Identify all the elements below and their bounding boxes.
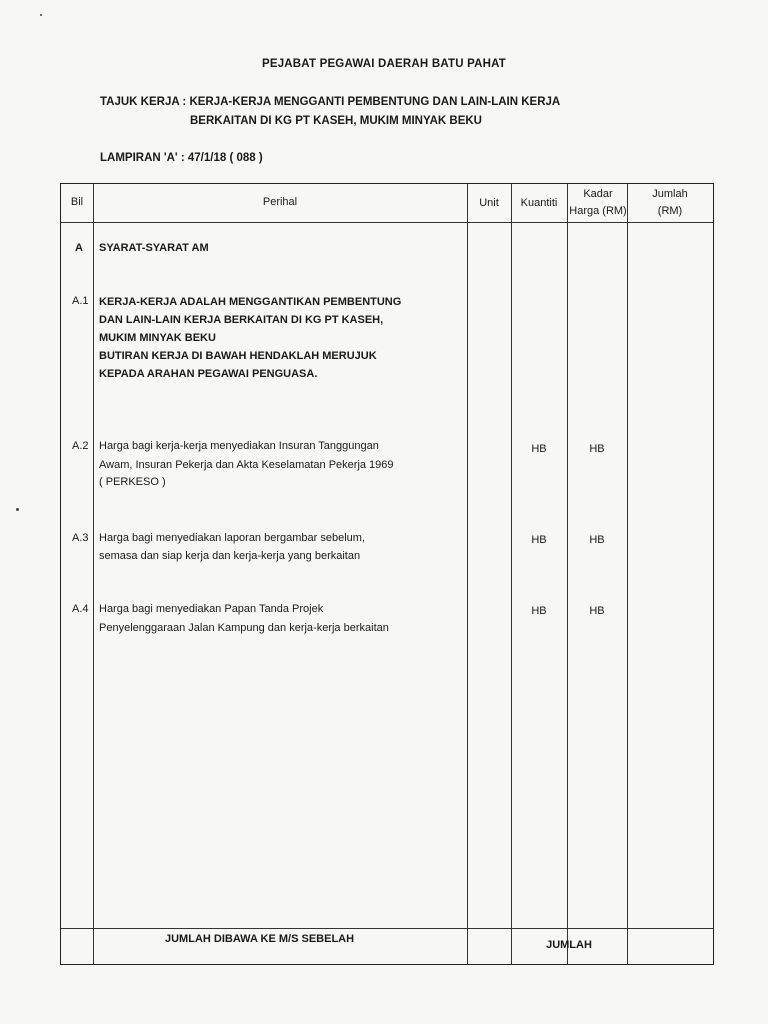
column-header-jumlah-rm: (RM): [657, 205, 683, 217]
section-bil: A: [75, 242, 83, 254]
column-divider: [93, 184, 94, 964]
row-description-line: BUTIRAN KERJA DI BAWAH HENDAKLAH MERUJUK: [99, 350, 377, 362]
row-kuantiti: HB: [531, 443, 547, 455]
column-header-kuantiti: Kuantiti: [520, 197, 558, 209]
work-title-line-1: TAJUK KERJA : KERJA-KERJA MENGGANTI PEMBENTUNG DAN LAIN-LAIN KERJA: [100, 96, 561, 108]
row-description-line: Harga bagi menyediakan Papan Tanda Projek: [99, 603, 324, 615]
row-description-line: Awam, Insuran Pekerja dan Akta Keselamatan Pekerja 1969: [99, 459, 394, 471]
column-header-jumlah: Jumlah: [652, 188, 688, 200]
row-description-line: semasa dan siap kerja dan kerja-kerja yang berkaitan: [99, 550, 361, 562]
row-kuantiti: HB: [531, 605, 547, 617]
row-kadar: HB: [589, 443, 605, 455]
row-bil: A.4: [72, 603, 89, 615]
column-divider: [511, 184, 512, 964]
row-description-line: ( PERKESO ): [99, 476, 166, 488]
column-header-unit: Unit: [479, 197, 499, 209]
row-bil: A.3: [72, 532, 89, 544]
bill-of-quantities-table: [60, 183, 714, 965]
header-divider: [61, 222, 713, 223]
row-description-line: KEPADA ARAHAN PEGAWAI PENGUASA.: [99, 368, 318, 380]
row-description-line: Harga bagi kerja-kerja menyediakan Insuran Tanggungan: [99, 440, 379, 452]
attachment-reference: LAMPIRAN 'A' : 47/1/18 ( 088 ): [100, 152, 263, 164]
row-description-line: DAN LAIN-LAIN KERJA BERKAITAN DI KG PT KASEH,: [99, 314, 384, 326]
row-description-line: Penyelenggaraan Jalan Kampung dan kerja-kerja berkaitan: [99, 622, 389, 634]
work-title-line-2: BERKAITAN DI KG PT KASEH, MUKIM MINYAK BEKU: [190, 115, 482, 127]
row-description-line: Harga bagi menyediakan laporan bergambar sebelum,: [99, 532, 365, 544]
column-divider: [567, 184, 568, 964]
office-title: PEJABAT PEGAWAI DAERAH BATU PAHAT: [261, 58, 507, 70]
row-kadar: HB: [589, 605, 605, 617]
column-header-perihal: Perihal: [262, 196, 298, 208]
section-title: SYARAT-SYARAT AM: [99, 242, 209, 254]
footer-divider: [61, 928, 713, 929]
column-header-bil: Bil: [70, 196, 84, 208]
row-description-line: MUKIM MINYAK BEKU: [99, 332, 216, 344]
row-kuantiti: HB: [531, 534, 547, 546]
row-bil: A.2: [72, 440, 89, 452]
column-header-kadar-harga: Harga (RM): [569, 205, 627, 217]
scan-speck: [40, 14, 42, 16]
column-divider: [627, 184, 628, 964]
column-divider: [467, 184, 468, 964]
row-description-line: KERJA-KERJA ADALAH MENGGANTIKAN PEMBENTUNG: [99, 296, 402, 308]
total-label: JUMLAH: [546, 939, 592, 951]
carried-forward-label: JUMLAH DIBAWA KE M/S SEBELAH: [165, 933, 355, 945]
row-kadar: HB: [589, 534, 605, 546]
row-bil: A.1: [72, 295, 89, 307]
scan-speck: [16, 508, 19, 511]
column-header-kadar: Kadar: [583, 188, 613, 200]
